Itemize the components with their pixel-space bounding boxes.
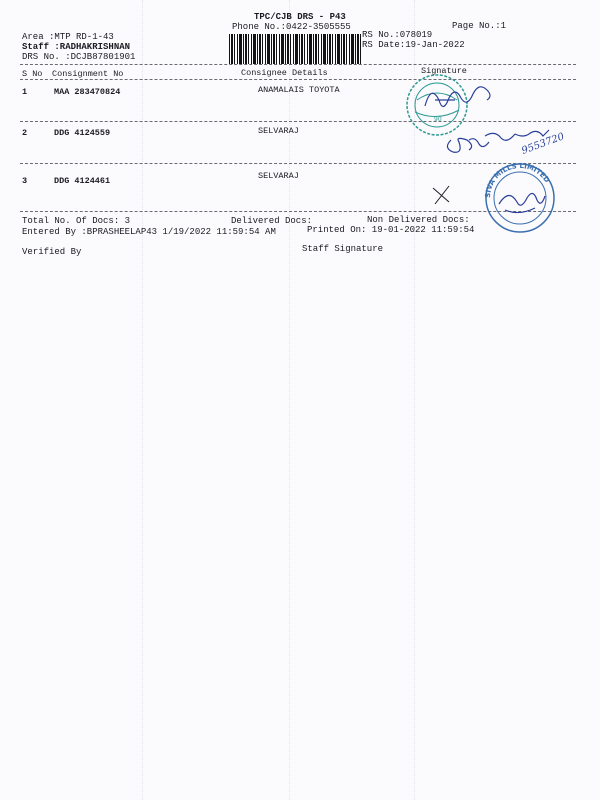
stamp-2-text: SIVA MILLS LIMITED [483, 161, 552, 199]
row-sno: 3 [22, 176, 28, 186]
verified-by: Verified By [22, 247, 82, 257]
rs-number: RS No.:078019 [362, 30, 433, 40]
row-consignee: SELVARAJ [258, 126, 299, 136]
barcode [229, 34, 361, 64]
printed-on: Printed On: 19-01-2022 11:59:54 [307, 225, 475, 235]
col-signature-header: Signature [421, 66, 467, 76]
page-number: Page No.:1 [452, 21, 507, 31]
row-consignee: ANAMALAIS TOYOTA [258, 85, 340, 95]
non-delivered-docs: Non Delivered Docs: [367, 215, 470, 225]
delivered-docs: Delivered Docs: [231, 216, 313, 226]
cross-mark [433, 186, 449, 204]
area-label: Area :MTP RD-1-43 [22, 32, 114, 42]
col-consignment-header: Consignment No [52, 69, 124, 79]
report-title: TPC/CJB DRS - P43 [254, 12, 346, 22]
col-sno-header: S No [22, 69, 43, 79]
drs-number: DRS No. :DCJB87801901 [22, 52, 136, 62]
staff-signature-label: Staff Signature [302, 244, 384, 254]
row-consignment-no: MAA 283470824 [54, 87, 121, 97]
row-consignment-no: DDG 4124559 [54, 128, 111, 138]
row-consignment-no: DDG 4124461 [54, 176, 111, 186]
row-sno: 2 [22, 128, 28, 138]
stamp-1-text: 90 [434, 116, 442, 123]
handwritten-number: 9553720 [520, 131, 566, 157]
divider [20, 64, 576, 65]
company-stamp-2 [484, 162, 554, 232]
staff-label: Staff :RADHAKRISHNAN [22, 42, 131, 52]
company-stamp-1 [407, 75, 467, 135]
entered-by: Entered By :BPRASHEELAP43 1/19/2022 11:59:54 AM [22, 227, 276, 237]
col-consignee-header: Consignee Details [241, 68, 328, 78]
row-consignee: SELVARAJ [258, 171, 299, 181]
row-sno: 1 [22, 87, 28, 97]
signature-row-3 [499, 193, 545, 212]
total-docs: Total No. Of Docs: 3 [22, 216, 131, 226]
phone-number: Phone No.:0422-3505555 [232, 22, 351, 32]
rs-date: RS Date:19-Jan-2022 [362, 40, 465, 50]
